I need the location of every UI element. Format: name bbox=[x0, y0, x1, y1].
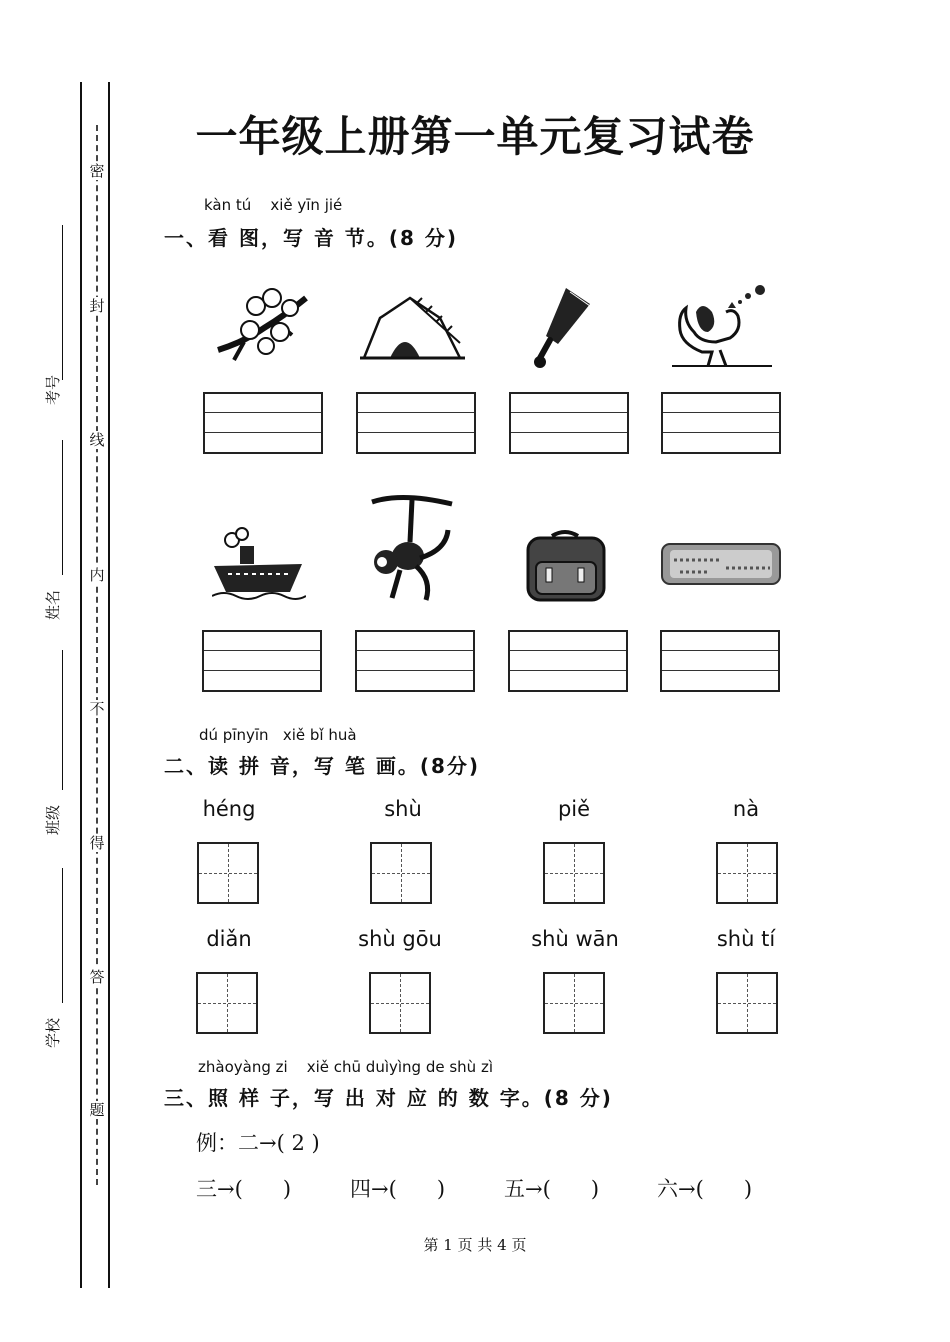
stroke-writing-grid[interactable] bbox=[543, 972, 605, 1034]
stroke-writing-grid[interactable] bbox=[197, 842, 259, 904]
backpack-image bbox=[522, 528, 608, 604]
stroke-pinyin: shù wān bbox=[531, 927, 619, 951]
seal-char: 内 bbox=[86, 566, 108, 584]
pinyin-answer-box[interactable] bbox=[509, 392, 629, 454]
q3-example: 例：二→( 2 ) bbox=[196, 1131, 320, 1155]
rooster-image bbox=[672, 282, 772, 372]
field-line-name[interactable] bbox=[62, 440, 63, 575]
seal-char: 线 bbox=[86, 431, 108, 449]
q3-item[interactable]: 三→( ) bbox=[196, 1177, 292, 1201]
seal-char: 得 bbox=[86, 834, 108, 852]
field-line-exam-no[interactable] bbox=[62, 225, 63, 380]
stroke-pinyin: shù gōu bbox=[358, 927, 442, 951]
pinyin-answer-box[interactable] bbox=[355, 630, 475, 692]
seal-char: 题 bbox=[86, 1101, 108, 1119]
plum-blossom-image bbox=[214, 280, 314, 365]
stroke-pinyin: piě bbox=[557, 797, 591, 821]
stroke-writing-grid[interactable] bbox=[716, 842, 778, 904]
field-label-name: 姓名 bbox=[44, 589, 62, 620]
q3-item[interactable]: 五→( ) bbox=[504, 1177, 600, 1201]
steamship-image bbox=[212, 526, 306, 602]
field-line-class[interactable] bbox=[62, 650, 63, 790]
q3-item[interactable]: 六→( ) bbox=[657, 1177, 753, 1201]
pinyin-answer-box[interactable] bbox=[660, 630, 780, 692]
q3-pinyin: zhàoyàng zi xiě chū duìyìng de shù zì bbox=[198, 1058, 493, 1076]
seal-char: 封 bbox=[86, 297, 108, 315]
stroke-writing-grid[interactable] bbox=[543, 842, 605, 904]
pinyin-answer-box[interactable] bbox=[203, 392, 323, 454]
field-line-school[interactable] bbox=[62, 868, 63, 1003]
q3-heading: 三、照 样 子，写 出 对 应 的 数 字。(8 分) bbox=[164, 1086, 613, 1110]
pencil-case-image bbox=[660, 540, 784, 588]
stroke-writing-grid[interactable] bbox=[716, 972, 778, 1034]
stroke-pinyin: nà bbox=[732, 797, 760, 821]
seal-dashed-line bbox=[96, 125, 98, 1185]
bridge-image bbox=[360, 288, 465, 363]
pinyin-answer-box[interactable] bbox=[508, 630, 628, 692]
stroke-writing-grid[interactable] bbox=[369, 972, 431, 1034]
pinyin-answer-box[interactable] bbox=[356, 392, 476, 454]
seal-char: 不 bbox=[86, 700, 108, 718]
q2-heading: 二、读 拼 音，写 笔 画。(8分) bbox=[164, 754, 481, 778]
q2-pinyin: dú pīnyīn xiě bǐ huà bbox=[199, 726, 357, 744]
q3-item[interactable]: 四→( ) bbox=[350, 1177, 446, 1201]
field-label-class: 班级 bbox=[44, 804, 62, 835]
seal-char: 密 bbox=[86, 162, 108, 180]
q1-pinyin: kàn tú xiě yīn jié bbox=[204, 196, 343, 214]
q1-heading: 一、看 图，写 音 节。(8 分) bbox=[164, 226, 459, 250]
stroke-pinyin: héng bbox=[202, 797, 256, 821]
monkey-image bbox=[362, 490, 458, 606]
comb-image bbox=[528, 282, 598, 374]
stroke-writing-grid[interactable] bbox=[370, 842, 432, 904]
field-label-school: 学校 bbox=[44, 1017, 62, 1048]
binding-outer-line bbox=[80, 82, 82, 1288]
stroke-pinyin: shù tí bbox=[716, 927, 776, 951]
stroke-writing-grid[interactable] bbox=[196, 972, 258, 1034]
page-footer: 第 1 页 共 4 页 bbox=[423, 1236, 527, 1254]
seal-char: 答 bbox=[86, 968, 108, 986]
stroke-pinyin: diǎn bbox=[206, 927, 252, 951]
stroke-pinyin: shù bbox=[384, 797, 422, 821]
page-title: 一年级上册第一单元复习试卷 bbox=[195, 112, 755, 161]
binding-inner-line bbox=[108, 82, 110, 1288]
pinyin-answer-box[interactable] bbox=[661, 392, 781, 454]
pinyin-answer-box[interactable] bbox=[202, 630, 322, 692]
field-label-exam-no: 考号 bbox=[44, 374, 62, 405]
